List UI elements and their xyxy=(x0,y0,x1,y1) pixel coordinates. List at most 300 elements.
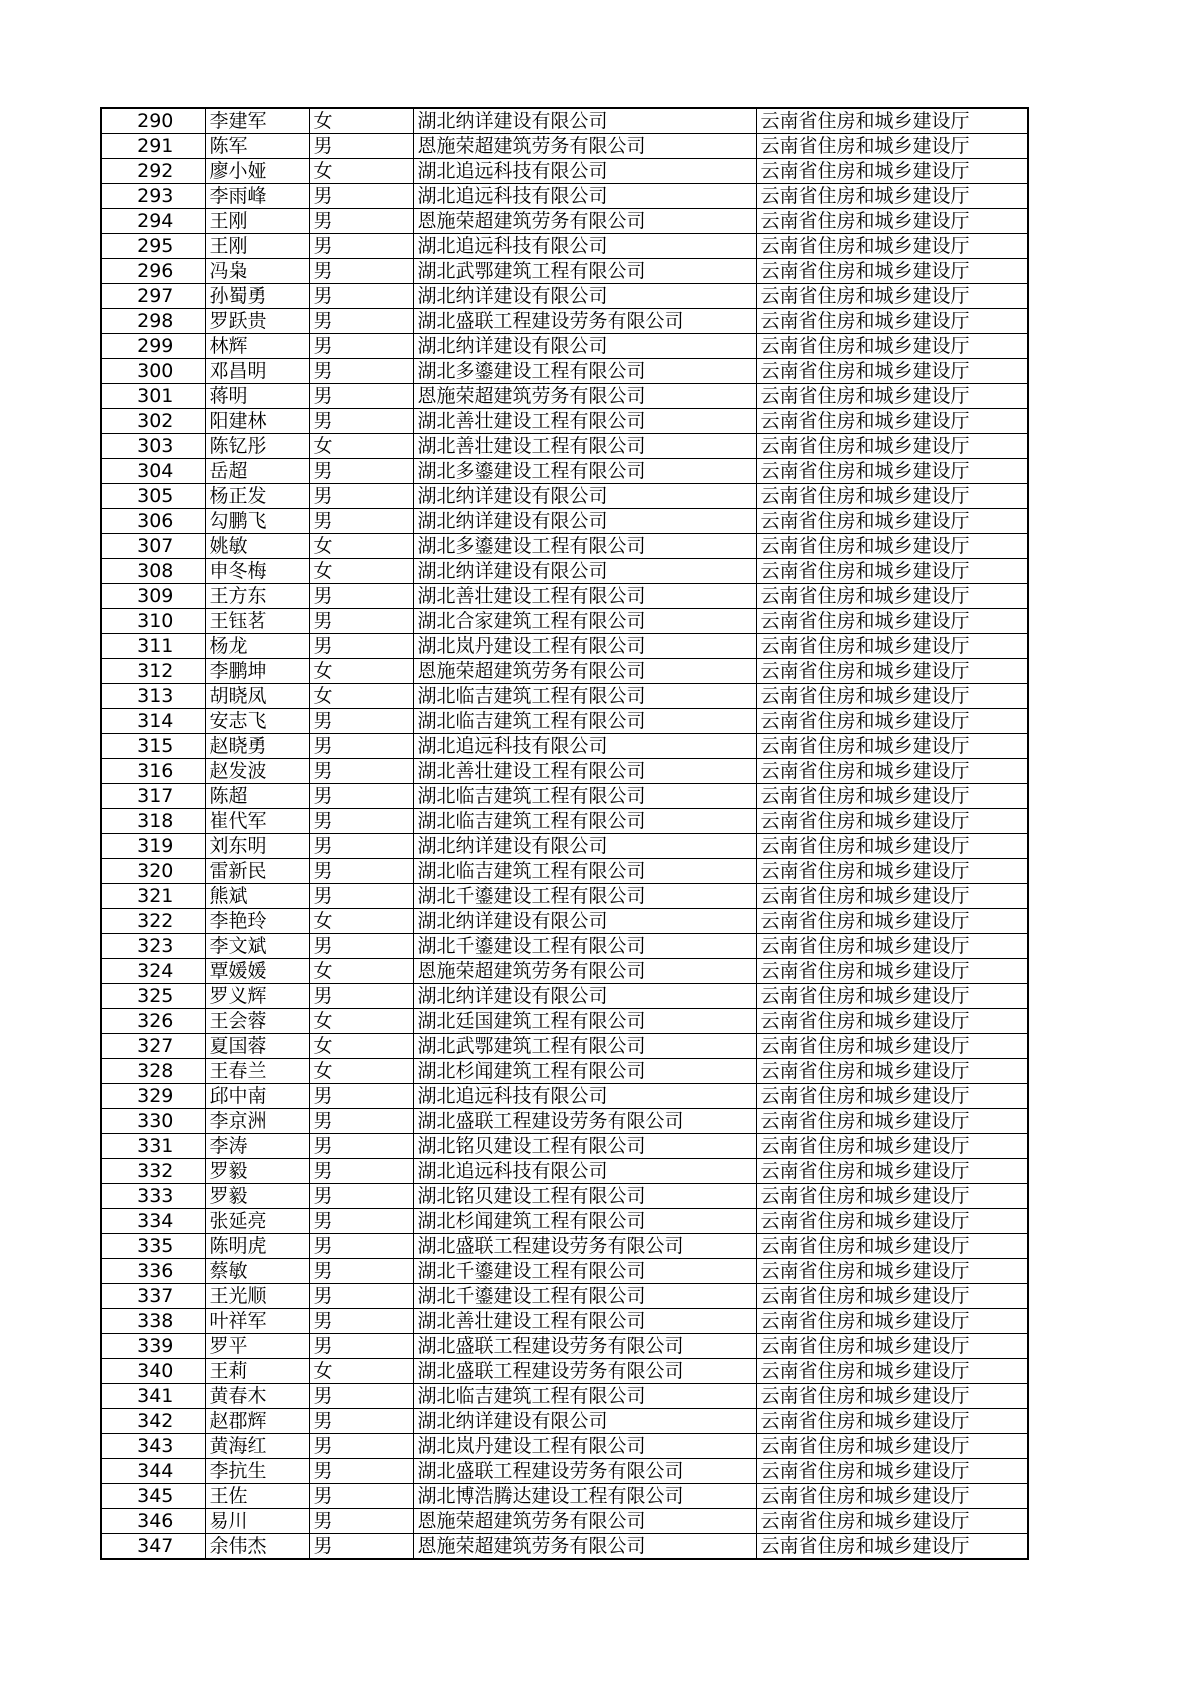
cell-gender: 男 xyxy=(309,759,413,784)
cell-name: 易川 xyxy=(205,1509,309,1534)
cell-company: 湖北纳详建设有限公司 xyxy=(413,108,756,134)
cell-name: 蔡敏 xyxy=(205,1259,309,1284)
cell-agency: 云南省住房和城乡建设厅 xyxy=(756,1409,1028,1434)
cell-agency: 云南省住房和城乡建设厅 xyxy=(756,784,1028,809)
cell-agency: 云南省住房和城乡建设厅 xyxy=(756,859,1028,884)
cell-name: 余伟杰 xyxy=(205,1534,309,1560)
cell-gender: 男 xyxy=(309,809,413,834)
cell-gender: 男 xyxy=(309,984,413,1009)
cell-number: 301 xyxy=(101,384,205,409)
table-row xyxy=(101,1309,1028,1334)
cell-number: 343 xyxy=(101,1434,205,1459)
table-row xyxy=(101,1409,1028,1434)
cell-name: 李艳玲 xyxy=(205,909,309,934)
cell-name: 安志飞 xyxy=(205,709,309,734)
cell-name: 胡晓凤 xyxy=(205,684,309,709)
cell-number: 295 xyxy=(101,234,205,259)
table-row xyxy=(101,1459,1028,1484)
cell-name: 李雨峰 xyxy=(205,184,309,209)
cell-company: 湖北追远科技有限公司 xyxy=(413,1084,756,1109)
cell-number: 337 xyxy=(101,1284,205,1309)
cell-number: 310 xyxy=(101,609,205,634)
cell-agency: 云南省住房和城乡建设厅 xyxy=(756,1434,1028,1459)
cell-agency: 云南省住房和城乡建设厅 xyxy=(756,759,1028,784)
cell-name: 邓昌明 xyxy=(205,359,309,384)
cell-company: 湖北善壮建设工程有限公司 xyxy=(413,434,756,459)
cell-number: 339 xyxy=(101,1334,205,1359)
cell-agency: 云南省住房和城乡建设厅 xyxy=(756,1009,1028,1034)
cell-company: 湖北千鎏建设工程有限公司 xyxy=(413,1284,756,1309)
cell-gender: 男 xyxy=(309,1284,413,1309)
cell-gender: 男 xyxy=(309,884,413,909)
cell-company: 湖北多鎏建设工程有限公司 xyxy=(413,459,756,484)
cell-name: 罗平 xyxy=(205,1334,309,1359)
cell-number: 330 xyxy=(101,1109,205,1134)
cell-gender: 男 xyxy=(309,934,413,959)
table-row xyxy=(101,609,1028,634)
cell-company: 湖北追远科技有限公司 xyxy=(413,234,756,259)
table-row xyxy=(101,684,1028,709)
cell-name: 陈钇彤 xyxy=(205,434,309,459)
cell-name: 姚敏 xyxy=(205,534,309,559)
table-row xyxy=(101,709,1028,734)
cell-agency: 云南省住房和城乡建设厅 xyxy=(756,108,1028,134)
cell-agency: 云南省住房和城乡建设厅 xyxy=(756,1534,1028,1560)
cell-company: 湖北追远科技有限公司 xyxy=(413,184,756,209)
cell-gender: 男 xyxy=(309,1409,413,1434)
cell-name: 孙蜀勇 xyxy=(205,284,309,309)
cell-company: 湖北铭贝建设工程有限公司 xyxy=(413,1184,756,1209)
cell-gender: 男 xyxy=(309,1184,413,1209)
cell-company: 湖北纳详建设有限公司 xyxy=(413,909,756,934)
cell-number: 308 xyxy=(101,559,205,584)
cell-number: 335 xyxy=(101,1234,205,1259)
cell-number: 306 xyxy=(101,509,205,534)
cell-company: 湖北善壮建设工程有限公司 xyxy=(413,409,756,434)
cell-gender: 男 xyxy=(309,284,413,309)
table-row xyxy=(101,1434,1028,1459)
table-row xyxy=(101,809,1028,834)
cell-agency: 云南省住房和城乡建设厅 xyxy=(756,1084,1028,1109)
cell-agency: 云南省住房和城乡建设厅 xyxy=(756,959,1028,984)
cell-name: 李涛 xyxy=(205,1134,309,1159)
cell-number: 294 xyxy=(101,209,205,234)
cell-name: 廖小娅 xyxy=(205,159,309,184)
cell-agency: 云南省住房和城乡建设厅 xyxy=(756,809,1028,834)
cell-number: 293 xyxy=(101,184,205,209)
cell-gender: 男 xyxy=(309,1234,413,1259)
cell-gender: 男 xyxy=(309,1509,413,1534)
cell-number: 340 xyxy=(101,1359,205,1384)
cell-number: 341 xyxy=(101,1384,205,1409)
cell-company: 湖北纳详建设有限公司 xyxy=(413,509,756,534)
cell-number: 312 xyxy=(101,659,205,684)
cell-gender: 男 xyxy=(309,1084,413,1109)
cell-agency: 云南省住房和城乡建设厅 xyxy=(756,1459,1028,1484)
cell-agency: 云南省住房和城乡建设厅 xyxy=(756,409,1028,434)
table-row xyxy=(101,634,1028,659)
cell-agency: 云南省住房和城乡建设厅 xyxy=(756,1259,1028,1284)
cell-company: 恩施荣超建筑劳务有限公司 xyxy=(413,209,756,234)
cell-agency: 云南省住房和城乡建设厅 xyxy=(756,509,1028,534)
table-row xyxy=(101,259,1028,284)
cell-name: 李建军 xyxy=(205,108,309,134)
table-row xyxy=(101,234,1028,259)
cell-company: 湖北善壮建设工程有限公司 xyxy=(413,759,756,784)
cell-gender: 男 xyxy=(309,1434,413,1459)
cell-name: 崔代军 xyxy=(205,809,309,834)
cell-agency: 云南省住房和城乡建设厅 xyxy=(756,1384,1028,1409)
cell-gender: 男 xyxy=(309,784,413,809)
cell-gender: 男 xyxy=(309,209,413,234)
cell-company: 湖北临吉建筑工程有限公司 xyxy=(413,809,756,834)
cell-number: 304 xyxy=(101,459,205,484)
cell-gender: 女 xyxy=(309,159,413,184)
table-row xyxy=(101,459,1028,484)
cell-gender: 女 xyxy=(309,909,413,934)
cell-number: 292 xyxy=(101,159,205,184)
table-row xyxy=(101,284,1028,309)
table-row xyxy=(101,534,1028,559)
cell-agency: 云南省住房和城乡建设厅 xyxy=(756,384,1028,409)
cell-number: 296 xyxy=(101,259,205,284)
cell-agency: 云南省住房和城乡建设厅 xyxy=(756,159,1028,184)
cell-gender: 女 xyxy=(309,534,413,559)
cell-company: 湖北武鄂建筑工程有限公司 xyxy=(413,259,756,284)
cell-company: 湖北纳详建设有限公司 xyxy=(413,1409,756,1434)
cell-number: 303 xyxy=(101,434,205,459)
cell-number: 338 xyxy=(101,1309,205,1334)
table-row xyxy=(101,159,1028,184)
cell-company: 湖北廷国建筑工程有限公司 xyxy=(413,1009,756,1034)
cell-number: 328 xyxy=(101,1059,205,1084)
cell-name: 赵发波 xyxy=(205,759,309,784)
cell-agency: 云南省住房和城乡建设厅 xyxy=(756,559,1028,584)
cell-company: 湖北盛联工程建设劳务有限公司 xyxy=(413,1334,756,1359)
cell-name: 王光顺 xyxy=(205,1284,309,1309)
cell-name: 罗毅 xyxy=(205,1184,309,1209)
cell-company: 恩施荣超建筑劳务有限公司 xyxy=(413,384,756,409)
cell-name: 陈超 xyxy=(205,784,309,809)
cell-gender: 男 xyxy=(309,1384,413,1409)
table-row xyxy=(101,1159,1028,1184)
table-row xyxy=(101,384,1028,409)
table-row xyxy=(101,784,1028,809)
cell-number: 331 xyxy=(101,1134,205,1159)
table-row xyxy=(101,1384,1028,1409)
cell-number: 318 xyxy=(101,809,205,834)
cell-gender: 男 xyxy=(309,259,413,284)
cell-name: 勾鹏飞 xyxy=(205,509,309,534)
cell-gender: 男 xyxy=(309,734,413,759)
cell-agency: 云南省住房和城乡建设厅 xyxy=(756,1309,1028,1334)
table-row xyxy=(101,1534,1028,1560)
table-row xyxy=(101,108,1028,134)
cell-number: 325 xyxy=(101,984,205,1009)
cell-agency: 云南省住房和城乡建设厅 xyxy=(756,284,1028,309)
cell-company: 湖北杉闻建筑工程有限公司 xyxy=(413,1209,756,1234)
table-row xyxy=(101,309,1028,334)
cell-number: 320 xyxy=(101,859,205,884)
cell-company: 湖北纳详建设有限公司 xyxy=(413,284,756,309)
cell-company: 恩施荣超建筑劳务有限公司 xyxy=(413,1534,756,1560)
table-row xyxy=(101,909,1028,934)
cell-company: 湖北合家建筑工程有限公司 xyxy=(413,609,756,634)
cell-company: 湖北杉闻建筑工程有限公司 xyxy=(413,1059,756,1084)
cell-agency: 云南省住房和城乡建设厅 xyxy=(756,734,1028,759)
table-row xyxy=(101,884,1028,909)
table-row xyxy=(101,509,1028,534)
cell-number: 305 xyxy=(101,484,205,509)
table-row xyxy=(101,1109,1028,1134)
cell-number: 307 xyxy=(101,534,205,559)
cell-number: 342 xyxy=(101,1409,205,1434)
cell-name: 赵郡辉 xyxy=(205,1409,309,1434)
table-row xyxy=(101,1034,1028,1059)
cell-name: 叶祥军 xyxy=(205,1309,309,1334)
table-row xyxy=(101,1284,1028,1309)
cell-number: 317 xyxy=(101,784,205,809)
cell-company: 湖北临吉建筑工程有限公司 xyxy=(413,859,756,884)
table-row xyxy=(101,409,1028,434)
cell-name: 陈明虎 xyxy=(205,1234,309,1259)
cell-agency: 云南省住房和城乡建设厅 xyxy=(756,984,1028,1009)
cell-name: 岳超 xyxy=(205,459,309,484)
cell-number: 309 xyxy=(101,584,205,609)
table-row xyxy=(101,209,1028,234)
cell-name: 王刚 xyxy=(205,209,309,234)
cell-agency: 云南省住房和城乡建设厅 xyxy=(756,584,1028,609)
cell-company: 恩施荣超建筑劳务有限公司 xyxy=(413,1509,756,1534)
cell-number: 333 xyxy=(101,1184,205,1209)
cell-number: 297 xyxy=(101,284,205,309)
cell-gender: 男 xyxy=(309,1109,413,1134)
cell-gender: 男 xyxy=(309,234,413,259)
cell-agency: 云南省住房和城乡建设厅 xyxy=(756,709,1028,734)
cell-number: 319 xyxy=(101,834,205,859)
cell-agency: 云南省住房和城乡建设厅 xyxy=(756,1059,1028,1084)
cell-company: 湖北铭贝建设工程有限公司 xyxy=(413,1134,756,1159)
cell-gender: 女 xyxy=(309,1034,413,1059)
table-row xyxy=(101,434,1028,459)
cell-agency: 云南省住房和城乡建设厅 xyxy=(756,534,1028,559)
cell-name: 蒋明 xyxy=(205,384,309,409)
cell-gender: 男 xyxy=(309,1334,413,1359)
cell-gender: 男 xyxy=(309,309,413,334)
table-row xyxy=(101,934,1028,959)
cell-agency: 云南省住房和城乡建设厅 xyxy=(756,1109,1028,1134)
cell-gender: 男 xyxy=(309,1534,413,1560)
cell-agency: 云南省住房和城乡建设厅 xyxy=(756,184,1028,209)
cell-name: 阳建林 xyxy=(205,409,309,434)
cell-company: 湖北多鎏建设工程有限公司 xyxy=(413,534,756,559)
cell-name: 黄海红 xyxy=(205,1434,309,1459)
cell-company: 湖北纳详建设有限公司 xyxy=(413,984,756,1009)
cell-name: 王刚 xyxy=(205,234,309,259)
cell-name: 罗毅 xyxy=(205,1159,309,1184)
cell-gender: 男 xyxy=(309,709,413,734)
cell-gender: 女 xyxy=(309,1009,413,1034)
cell-gender: 男 xyxy=(309,834,413,859)
cell-name: 申冬梅 xyxy=(205,559,309,584)
cell-name: 邱中南 xyxy=(205,1084,309,1109)
table-row xyxy=(101,1359,1028,1384)
cell-company: 湖北临吉建筑工程有限公司 xyxy=(413,684,756,709)
cell-name: 杨龙 xyxy=(205,634,309,659)
cell-name: 黄春木 xyxy=(205,1384,309,1409)
cell-agency: 云南省住房和城乡建设厅 xyxy=(756,1484,1028,1509)
cell-number: 346 xyxy=(101,1509,205,1534)
cell-name: 王会蓉 xyxy=(205,1009,309,1034)
roster-body xyxy=(101,108,1028,1559)
cell-agency: 云南省住房和城乡建设厅 xyxy=(756,609,1028,634)
cell-agency: 云南省住房和城乡建设厅 xyxy=(756,834,1028,859)
cell-gender: 男 xyxy=(309,184,413,209)
cell-gender: 男 xyxy=(309,409,413,434)
cell-company: 湖北千鎏建设工程有限公司 xyxy=(413,1259,756,1284)
table-row xyxy=(101,134,1028,159)
table-row xyxy=(101,1484,1028,1509)
cell-name: 赵晓勇 xyxy=(205,734,309,759)
cell-number: 324 xyxy=(101,959,205,984)
cell-name: 林辉 xyxy=(205,334,309,359)
cell-name: 李抗生 xyxy=(205,1459,309,1484)
cell-agency: 云南省住房和城乡建设厅 xyxy=(756,634,1028,659)
cell-number: 322 xyxy=(101,909,205,934)
cell-gender: 男 xyxy=(309,609,413,634)
table-row xyxy=(101,1234,1028,1259)
cell-company: 湖北盛联工程建设劳务有限公司 xyxy=(413,1234,756,1259)
table-row xyxy=(101,184,1028,209)
table-row xyxy=(101,1209,1028,1234)
cell-company: 湖北岚丹建设工程有限公司 xyxy=(413,1434,756,1459)
cell-agency: 云南省住房和城乡建设厅 xyxy=(756,1284,1028,1309)
cell-company: 湖北武鄂建筑工程有限公司 xyxy=(413,1034,756,1059)
cell-number: 345 xyxy=(101,1484,205,1509)
cell-gender: 男 xyxy=(309,584,413,609)
cell-name: 冯枭 xyxy=(205,259,309,284)
cell-number: 323 xyxy=(101,934,205,959)
table-row xyxy=(101,1009,1028,1034)
cell-name: 张延亮 xyxy=(205,1209,309,1234)
cell-gender: 女 xyxy=(309,1359,413,1384)
cell-agency: 云南省住房和城乡建设厅 xyxy=(756,1234,1028,1259)
table-row xyxy=(101,584,1028,609)
cell-gender: 男 xyxy=(309,134,413,159)
cell-name: 熊斌 xyxy=(205,884,309,909)
cell-agency: 云南省住房和城乡建设厅 xyxy=(756,934,1028,959)
cell-company: 湖北盛联工程建设劳务有限公司 xyxy=(413,1459,756,1484)
cell-number: 313 xyxy=(101,684,205,709)
table-row xyxy=(101,959,1028,984)
cell-company: 恩施荣超建筑劳务有限公司 xyxy=(413,959,756,984)
roster-sheet xyxy=(100,107,1029,1560)
cell-name: 覃媛媛 xyxy=(205,959,309,984)
cell-company: 恩施荣超建筑劳务有限公司 xyxy=(413,134,756,159)
cell-name: 陈军 xyxy=(205,134,309,159)
cell-agency: 云南省住房和城乡建设厅 xyxy=(756,909,1028,934)
cell-company: 湖北纳详建设有限公司 xyxy=(413,484,756,509)
cell-number: 344 xyxy=(101,1459,205,1484)
cell-agency: 云南省住房和城乡建设厅 xyxy=(756,884,1028,909)
cell-name: 杨正发 xyxy=(205,484,309,509)
cell-agency: 云南省住房和城乡建设厅 xyxy=(756,1184,1028,1209)
cell-gender: 男 xyxy=(309,484,413,509)
cell-gender: 男 xyxy=(309,1459,413,1484)
cell-number: 347 xyxy=(101,1534,205,1560)
table-row xyxy=(101,859,1028,884)
cell-number: 291 xyxy=(101,134,205,159)
cell-company: 恩施荣超建筑劳务有限公司 xyxy=(413,659,756,684)
cell-company: 湖北善壮建设工程有限公司 xyxy=(413,1309,756,1334)
cell-number: 298 xyxy=(101,309,205,334)
cell-agency: 云南省住房和城乡建设厅 xyxy=(756,359,1028,384)
table-row xyxy=(101,1334,1028,1359)
cell-name: 罗义辉 xyxy=(205,984,309,1009)
cell-gender: 男 xyxy=(309,1159,413,1184)
table-row xyxy=(101,1134,1028,1159)
cell-number: 332 xyxy=(101,1159,205,1184)
table-row xyxy=(101,1059,1028,1084)
cell-agency: 云南省住房和城乡建设厅 xyxy=(756,684,1028,709)
cell-agency: 云南省住房和城乡建设厅 xyxy=(756,309,1028,334)
cell-company: 湖北千鎏建设工程有限公司 xyxy=(413,884,756,909)
cell-company: 湖北盛联工程建设劳务有限公司 xyxy=(413,1109,756,1134)
cell-name: 王莉 xyxy=(205,1359,309,1384)
cell-name: 刘东明 xyxy=(205,834,309,859)
cell-gender: 女 xyxy=(309,108,413,134)
table-row xyxy=(101,559,1028,584)
cell-gender: 女 xyxy=(309,684,413,709)
cell-gender: 男 xyxy=(309,359,413,384)
cell-agency: 云南省住房和城乡建设厅 xyxy=(756,1134,1028,1159)
table-row xyxy=(101,659,1028,684)
cell-name: 李文斌 xyxy=(205,934,309,959)
table-row xyxy=(101,1509,1028,1534)
cell-agency: 云南省住房和城乡建设厅 xyxy=(756,1159,1028,1184)
cell-agency: 云南省住房和城乡建设厅 xyxy=(756,1359,1028,1384)
cell-company: 湖北多鎏建设工程有限公司 xyxy=(413,359,756,384)
cell-gender: 男 xyxy=(309,1484,413,1509)
cell-agency: 云南省住房和城乡建设厅 xyxy=(756,459,1028,484)
cell-name: 王钰茗 xyxy=(205,609,309,634)
cell-name: 王春兰 xyxy=(205,1059,309,1084)
cell-gender: 女 xyxy=(309,434,413,459)
cell-name: 王方东 xyxy=(205,584,309,609)
cell-gender: 男 xyxy=(309,459,413,484)
cell-gender: 男 xyxy=(309,859,413,884)
cell-company: 湖北纳详建设有限公司 xyxy=(413,834,756,859)
cell-gender: 男 xyxy=(309,384,413,409)
table-row xyxy=(101,1259,1028,1284)
table-row xyxy=(101,734,1028,759)
cell-name: 王佐 xyxy=(205,1484,309,1509)
cell-name: 夏国蓉 xyxy=(205,1034,309,1059)
cell-company: 湖北追远科技有限公司 xyxy=(413,159,756,184)
table-row xyxy=(101,834,1028,859)
cell-gender: 男 xyxy=(309,1134,413,1159)
cell-agency: 云南省住房和城乡建设厅 xyxy=(756,134,1028,159)
cell-name: 李鹏坤 xyxy=(205,659,309,684)
cell-company: 湖北追远科技有限公司 xyxy=(413,734,756,759)
cell-gender: 男 xyxy=(309,1209,413,1234)
cell-name: 李京洲 xyxy=(205,1109,309,1134)
cell-agency: 云南省住房和城乡建设厅 xyxy=(756,234,1028,259)
cell-company: 湖北博浩腾达建设工程有限公司 xyxy=(413,1484,756,1509)
cell-number: 336 xyxy=(101,1259,205,1284)
cell-number: 321 xyxy=(101,884,205,909)
cell-company: 湖北纳详建设有限公司 xyxy=(413,334,756,359)
